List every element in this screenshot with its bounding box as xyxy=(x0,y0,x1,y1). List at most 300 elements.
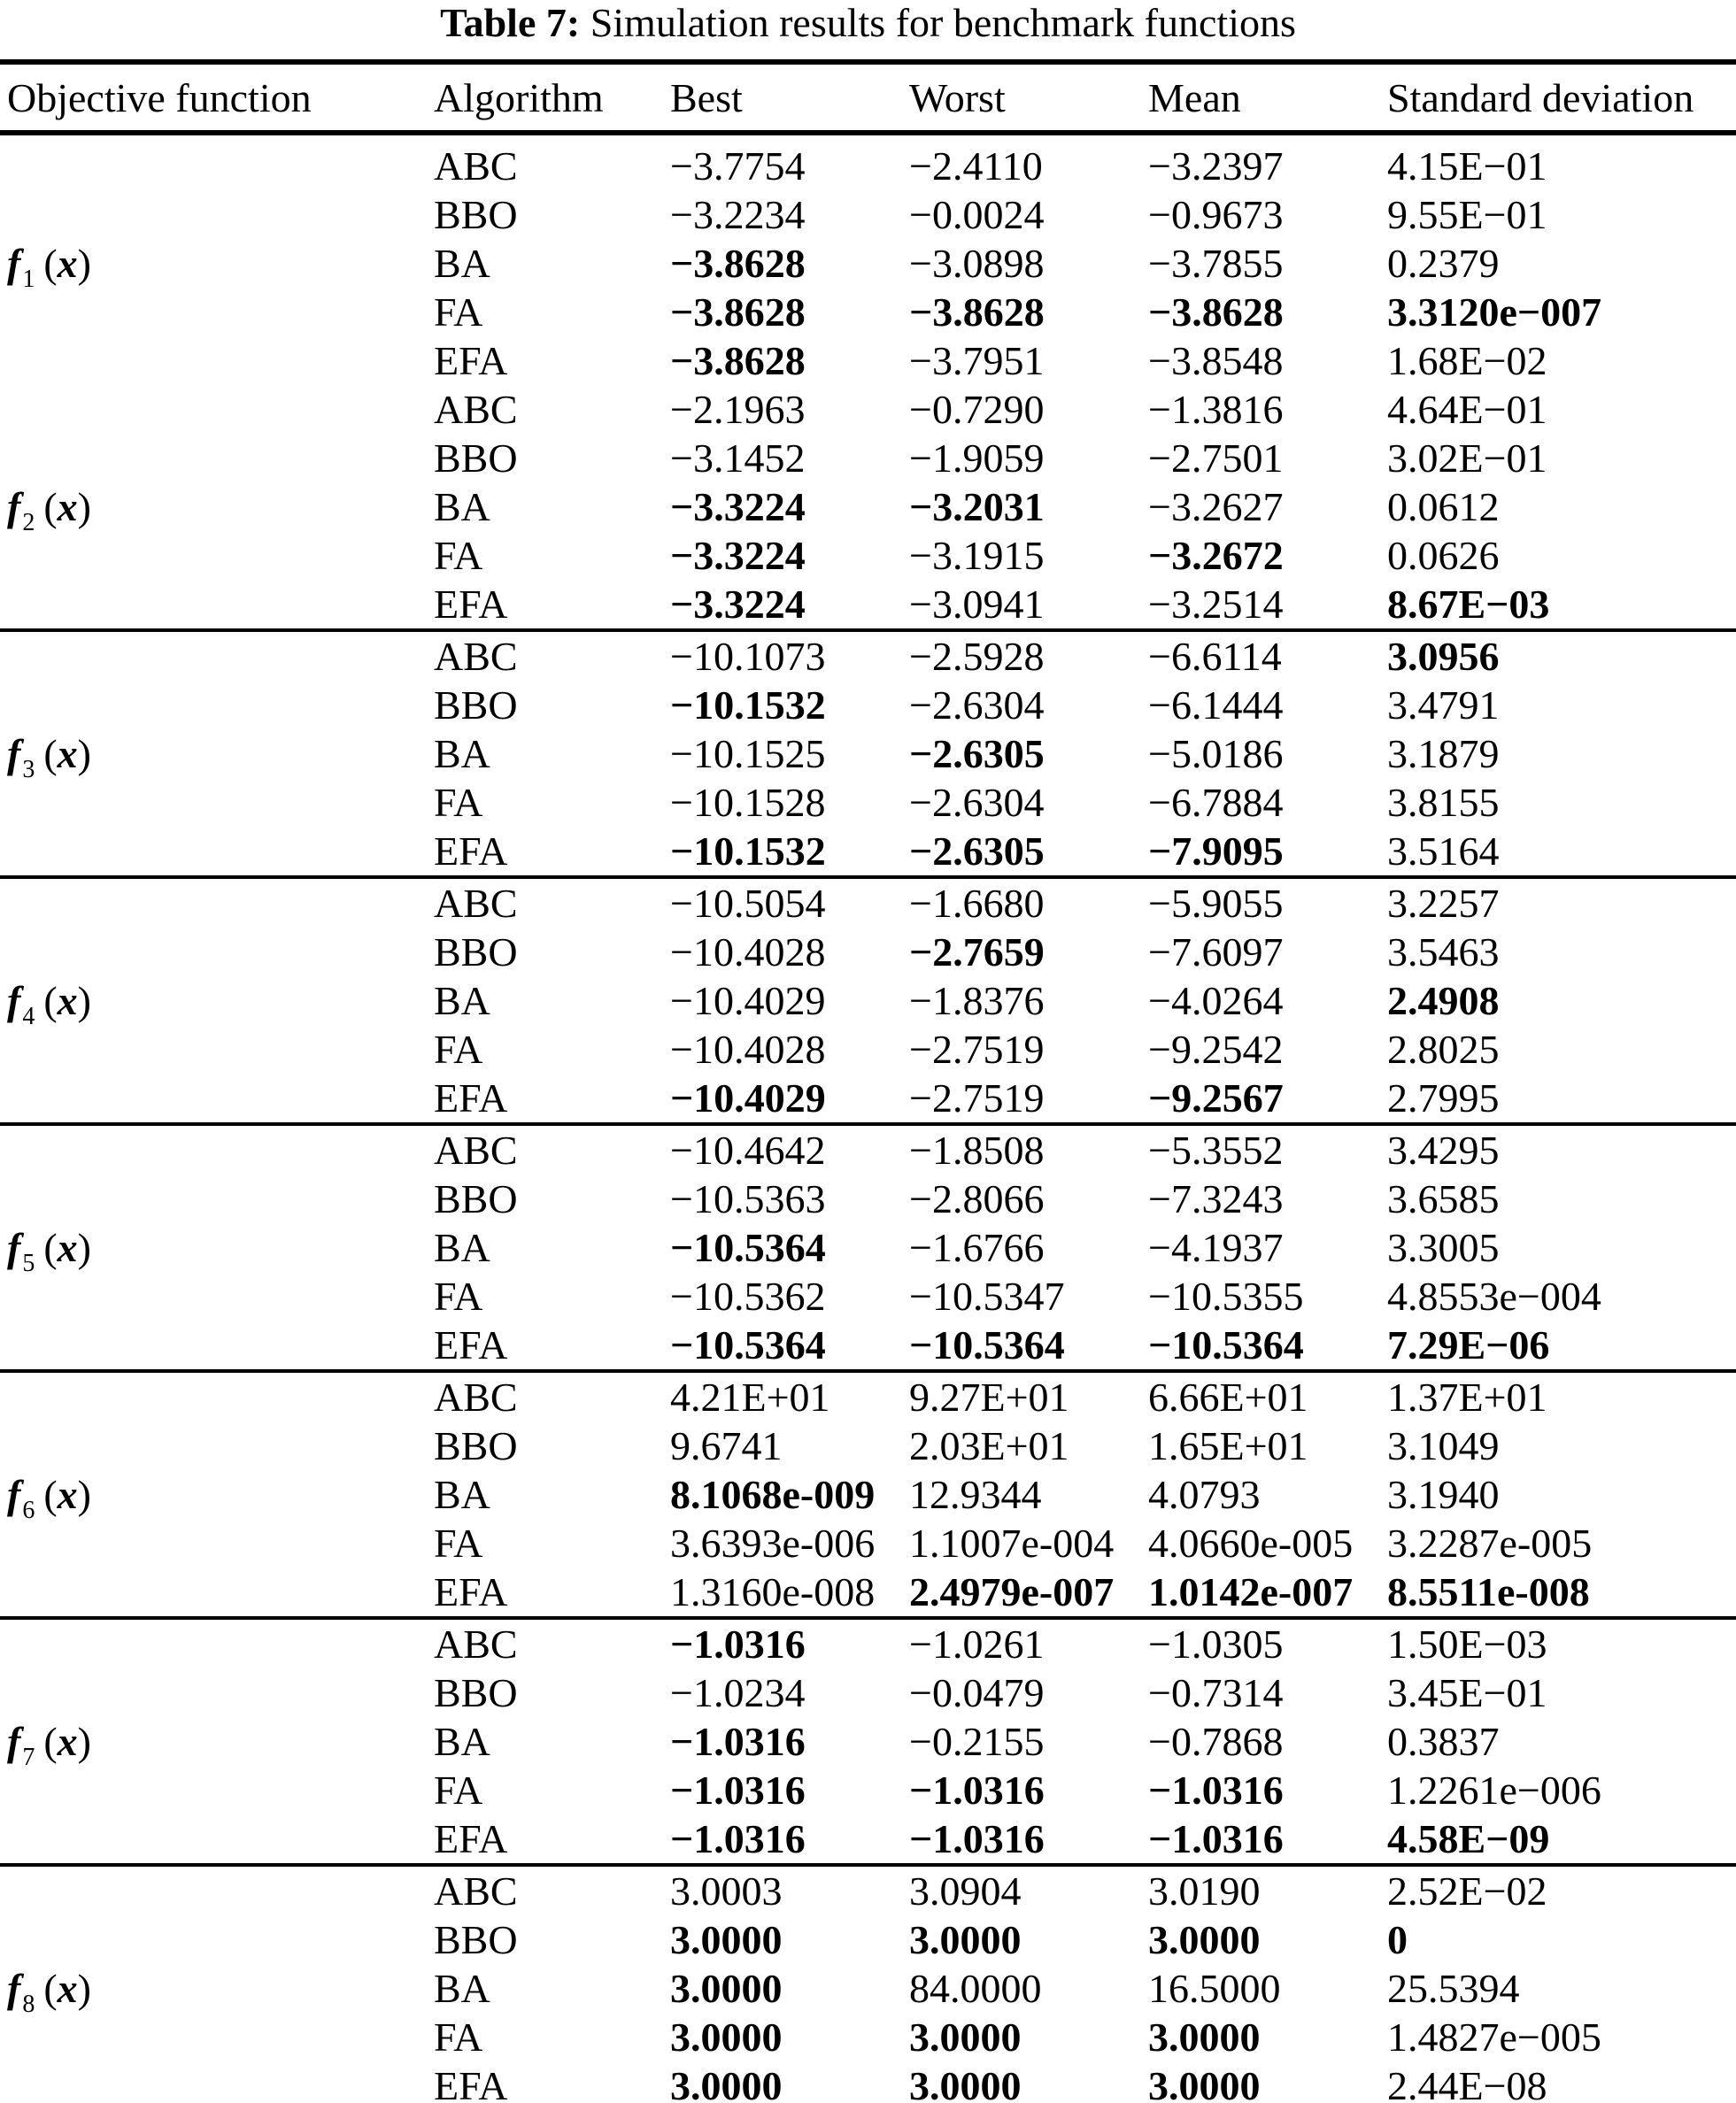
algorithm-cell: BA xyxy=(434,1719,490,1764)
best-value: −3.3224 xyxy=(670,484,806,529)
best-value: 8.1068e-009 xyxy=(670,1472,876,1517)
table-row xyxy=(0,2061,1736,2103)
table-row xyxy=(0,1223,1736,1277)
standard-deviation-value: 9.55E−01 xyxy=(1387,192,1547,237)
table-row xyxy=(0,1867,1736,1915)
worst-value: −10.5347 xyxy=(909,1274,1065,1319)
best-value: 3.0000 xyxy=(670,1966,783,2011)
table-row xyxy=(0,1074,1736,1122)
standard-deviation-value: 2.52E−02 xyxy=(1387,1868,1547,1914)
worst-value: −1.9059 xyxy=(909,435,1045,481)
table-row xyxy=(0,1620,1736,1668)
function-variable: x xyxy=(57,1472,78,1517)
standard-deviation-value: 3.6585 xyxy=(1387,1176,1500,1221)
table-row xyxy=(0,190,1736,239)
table-row xyxy=(0,239,1736,293)
paren-close: ) xyxy=(77,1225,91,1270)
worst-value: −1.8508 xyxy=(909,1128,1045,1173)
table-row xyxy=(0,1766,1736,1814)
mean-value: 3.0190 xyxy=(1148,1868,1261,1914)
algorithm-cell: EFA xyxy=(434,1075,508,1121)
standard-deviation-value: 3.8155 xyxy=(1387,780,1500,825)
worst-value: −2.7519 xyxy=(909,1027,1045,1072)
algorithm-cell: BBO xyxy=(434,1917,518,1962)
worst-value: −2.6304 xyxy=(909,682,1045,728)
standard-deviation-value: 3.0956 xyxy=(1387,634,1500,679)
worst-value: −3.7951 xyxy=(909,338,1045,383)
standard-deviation-value: 0.0612 xyxy=(1387,484,1500,529)
function-variable: x xyxy=(57,1719,78,1764)
standard-deviation-value: 0.3837 xyxy=(1387,1719,1500,1764)
worst-value: −2.6305 xyxy=(909,731,1045,776)
worst-value: −2.7519 xyxy=(909,1075,1045,1121)
worst-value: −0.0024 xyxy=(909,192,1045,237)
mean-value: 4.0660e-005 xyxy=(1148,1521,1354,1566)
worst-value: −1.0316 xyxy=(909,1816,1045,1861)
standard-deviation-value: 1.4827e−005 xyxy=(1387,2014,1601,2060)
header-objective-function: Objective function xyxy=(7,74,312,120)
paren-open: ( xyxy=(43,1719,58,1764)
algorithm-cell: ABC xyxy=(434,1868,518,1914)
standard-deviation-value: 3.02E−01 xyxy=(1387,435,1547,481)
best-value: −1.0316 xyxy=(670,1816,806,1861)
paren-close: ) xyxy=(77,484,91,529)
worst-value: −0.2155 xyxy=(909,1719,1045,1764)
mean-value: −3.8548 xyxy=(1148,338,1284,383)
mean-value: −9.2542 xyxy=(1148,1027,1284,1072)
table-row xyxy=(0,928,1736,976)
table-caption-label: Table 7: xyxy=(440,0,581,45)
standard-deviation-value: 3.5164 xyxy=(1387,828,1500,874)
best-value: −10.4028 xyxy=(670,1027,826,1072)
worst-value: 2.4979e-007 xyxy=(909,1569,1115,1614)
objective-function-label xyxy=(0,977,434,1030)
algorithm-cell: FA xyxy=(434,289,483,335)
mean-value: −0.7314 xyxy=(1148,1670,1284,1715)
function-group-f2 xyxy=(0,385,1736,628)
mean-value: 3.0000 xyxy=(1148,2063,1261,2103)
standard-deviation-value: 3.4295 xyxy=(1387,1128,1500,1173)
header-algorithm: Algorithm xyxy=(434,74,604,120)
function-variable: x xyxy=(57,241,78,286)
worst-value: −2.6305 xyxy=(909,828,1045,874)
best-value: −1.0316 xyxy=(670,1719,806,1764)
table-row xyxy=(0,1470,1736,1524)
worst-value: −2.5928 xyxy=(909,634,1045,679)
paren-close: ) xyxy=(77,1719,91,1764)
mean-value: −3.7855 xyxy=(1148,241,1284,286)
mean-value: 6.66E+01 xyxy=(1148,1375,1308,1420)
table-row xyxy=(0,336,1736,385)
function-subscript: 7 xyxy=(22,1744,35,1771)
algorithm-cell: ABC xyxy=(434,143,518,189)
best-value: −10.1532 xyxy=(670,682,826,728)
function-subscript: 4 xyxy=(22,1003,35,1030)
table-row xyxy=(0,142,1736,190)
mean-value: −5.9055 xyxy=(1148,881,1284,926)
function-variable: x xyxy=(57,1225,78,1270)
algorithm-cell: BA xyxy=(434,978,490,1023)
objective-function-label xyxy=(0,1965,434,2018)
best-value: −10.4029 xyxy=(670,1075,826,1121)
table-row xyxy=(0,976,1736,1030)
mean-value: −3.8628 xyxy=(1148,289,1284,335)
algorithm-cell: BA xyxy=(434,1225,490,1270)
function-symbol: f xyxy=(7,241,21,286)
algorithm-cell: ABC xyxy=(434,1622,518,1667)
standard-deviation-value: 3.1879 xyxy=(1387,731,1500,776)
best-value: −3.8628 xyxy=(670,338,806,383)
table-row xyxy=(0,1814,1736,1863)
standard-deviation-value: 4.58E−09 xyxy=(1387,1816,1550,1861)
best-value: −10.5364 xyxy=(670,1322,826,1367)
worst-value: 12.9344 xyxy=(909,1472,1042,1517)
table-row xyxy=(0,1126,1736,1175)
mean-value: −1.0316 xyxy=(1148,1816,1284,1861)
algorithm-cell: FA xyxy=(434,533,483,578)
algorithm-cell: EFA xyxy=(434,1569,508,1614)
mean-value: −7.3243 xyxy=(1148,1176,1284,1221)
algorithm-cell: FA xyxy=(434,1274,483,1319)
algorithm-cell: BA xyxy=(434,1472,490,1517)
algorithm-cell: BBO xyxy=(434,192,518,237)
table-row xyxy=(0,2013,1736,2061)
worst-value: −3.8628 xyxy=(909,289,1045,335)
best-value: −3.8628 xyxy=(670,241,806,286)
header-mean: Mean xyxy=(1148,74,1241,120)
mean-value: 1.65E+01 xyxy=(1148,1423,1308,1468)
standard-deviation-value: 1.50E−03 xyxy=(1387,1622,1547,1667)
paren-close: ) xyxy=(77,241,91,286)
standard-deviation-value: 3.45E−01 xyxy=(1387,1670,1547,1715)
mean-value: −5.0186 xyxy=(1148,731,1284,776)
worst-value: −0.7290 xyxy=(909,387,1045,432)
algorithm-cell: BA xyxy=(434,1966,490,2011)
mean-value: −1.0316 xyxy=(1148,1768,1284,1813)
table-row xyxy=(0,1668,1736,1717)
standard-deviation-value: 2.44E−08 xyxy=(1387,2063,1547,2103)
table-row xyxy=(0,482,1736,536)
table-row xyxy=(0,1717,1736,1771)
standard-deviation-value: 4.64E−01 xyxy=(1387,387,1547,432)
table-row xyxy=(0,632,1736,681)
table-row xyxy=(0,1272,1736,1321)
function-group-f5 xyxy=(0,1122,1736,1369)
algorithm-cell: BA xyxy=(434,731,490,776)
best-value: 3.0000 xyxy=(670,2063,783,2103)
standard-deviation-value: 3.3120e−007 xyxy=(1387,289,1602,335)
standard-deviation-value: 1.68E−02 xyxy=(1387,338,1547,383)
function-group-f1 xyxy=(0,135,1736,385)
mean-value: 3.0000 xyxy=(1148,2014,1261,2060)
worst-value: −0.0479 xyxy=(909,1670,1045,1715)
worst-value: −3.0898 xyxy=(909,241,1045,286)
objective-function-label xyxy=(0,1471,434,1524)
function-symbol: f xyxy=(7,978,21,1023)
function-group-f4 xyxy=(0,875,1736,1122)
paren-open: ( xyxy=(43,731,58,776)
objective-function-label xyxy=(0,1224,434,1277)
best-value: 3.0000 xyxy=(670,2014,783,2060)
best-value: −1.0316 xyxy=(670,1768,806,1813)
best-value: −3.1452 xyxy=(670,435,806,481)
function-subscript: 3 xyxy=(22,756,35,783)
mean-value: −3.2397 xyxy=(1148,143,1284,189)
mean-value: −4.0264 xyxy=(1148,978,1284,1023)
best-value: −3.3224 xyxy=(670,533,806,578)
worst-value: −3.1915 xyxy=(909,533,1045,578)
algorithm-cell: ABC xyxy=(434,634,518,679)
algorithm-cell: FA xyxy=(434,2014,483,2060)
table-caption-text: Simulation results for benchmark functions xyxy=(590,0,1296,45)
best-value: 3.0003 xyxy=(670,1868,783,1914)
mean-value: −1.3816 xyxy=(1148,387,1284,432)
worst-value: 2.03E+01 xyxy=(909,1423,1069,1468)
header-best: Best xyxy=(670,74,743,120)
best-value: −1.0316 xyxy=(670,1622,806,1667)
objective-function-label xyxy=(0,483,434,536)
function-symbol: f xyxy=(7,1225,21,1270)
function-variable: x xyxy=(57,731,78,776)
paren-open: ( xyxy=(43,1966,58,2011)
mean-value: −6.7884 xyxy=(1148,780,1284,825)
mean-value: −5.3552 xyxy=(1148,1128,1284,1173)
algorithm-cell: FA xyxy=(434,1521,483,1566)
function-variable: x xyxy=(57,1966,78,2011)
best-value: −10.5054 xyxy=(670,881,826,926)
algorithm-cell: ABC xyxy=(434,1375,518,1420)
mean-value: 1.0142e-007 xyxy=(1148,1569,1354,1614)
table-row xyxy=(0,580,1736,628)
best-value: −10.4028 xyxy=(670,929,826,974)
function-subscript: 2 xyxy=(22,509,35,536)
standard-deviation-value: 3.1940 xyxy=(1387,1472,1500,1517)
algorithm-cell: BBO xyxy=(434,682,518,728)
worst-value: 3.0000 xyxy=(909,2063,1022,2103)
worst-value: −1.6680 xyxy=(909,881,1045,926)
best-value: −3.3224 xyxy=(670,582,806,627)
table-row xyxy=(0,1373,1736,1421)
best-value: −3.2234 xyxy=(670,192,806,237)
function-group-f6 xyxy=(0,1369,1736,1616)
algorithm-cell: BA xyxy=(434,241,490,286)
best-value: 1.3160e-008 xyxy=(670,1569,876,1614)
standard-deviation-value: 1.2261e−006 xyxy=(1387,1768,1601,1813)
best-value: −10.1532 xyxy=(670,828,826,874)
table-row xyxy=(0,531,1736,580)
objective-function-label xyxy=(0,730,434,783)
objective-function-label xyxy=(0,240,434,293)
table-row xyxy=(0,681,1736,729)
standard-deviation-value: 25.5394 xyxy=(1387,1966,1520,2011)
standard-deviation-value: 2.8025 xyxy=(1387,1027,1500,1072)
table-row xyxy=(0,385,1736,434)
standard-deviation-value: 3.2257 xyxy=(1387,881,1500,926)
algorithm-cell: FA xyxy=(434,1768,483,1813)
algorithm-cell: BBO xyxy=(434,929,518,974)
standard-deviation-value: 8.67E−03 xyxy=(1387,582,1550,627)
paren-close: ) xyxy=(77,1472,91,1517)
standard-deviation-value: 7.29E−06 xyxy=(1387,1322,1550,1367)
best-value: −10.1525 xyxy=(670,731,826,776)
worst-value: −2.8066 xyxy=(909,1176,1045,1221)
objective-function-label xyxy=(0,1718,434,1771)
worst-value: −10.5364 xyxy=(909,1322,1065,1367)
standard-deviation-value: 3.4791 xyxy=(1387,682,1500,728)
mean-value: −0.7868 xyxy=(1148,1719,1284,1764)
worst-value: −1.8376 xyxy=(909,978,1045,1023)
mean-value: 3.0000 xyxy=(1148,1917,1261,1962)
mean-value: −2.7501 xyxy=(1148,435,1284,481)
function-symbol: f xyxy=(7,1472,21,1517)
function-group-f8 xyxy=(0,1863,1736,2103)
best-value: 4.21E+01 xyxy=(670,1375,830,1420)
mean-value: −3.2514 xyxy=(1148,582,1284,627)
algorithm-cell: BBO xyxy=(434,435,518,481)
algorithm-cell: EFA xyxy=(434,1816,508,1861)
results-table xyxy=(0,59,1736,2103)
mean-value: −4.1937 xyxy=(1148,1225,1284,1270)
function-subscript: 6 xyxy=(22,1497,35,1524)
standard-deviation-value: 8.5511e-008 xyxy=(1387,1569,1590,1614)
standard-deviation-value: 0.2379 xyxy=(1387,241,1500,286)
best-value: 3.0000 xyxy=(670,1917,783,1962)
mean-value: −7.9095 xyxy=(1148,828,1284,874)
worst-value: 1.1007e-004 xyxy=(909,1521,1115,1566)
algorithm-cell: ABC xyxy=(434,1128,518,1173)
standard-deviation-value: 3.1049 xyxy=(1387,1423,1500,1468)
algorithm-cell: BBO xyxy=(434,1423,518,1468)
algorithm-cell: ABC xyxy=(434,881,518,926)
function-group-f3 xyxy=(0,628,1736,875)
table-row xyxy=(0,879,1736,928)
best-value: −10.1073 xyxy=(670,634,826,679)
table-header-row xyxy=(0,65,1736,135)
function-subscript: 1 xyxy=(22,266,35,293)
algorithm-cell: EFA xyxy=(434,582,508,627)
best-value: 3.6393e-006 xyxy=(670,1521,876,1566)
standard-deviation-value: 4.8553e−004 xyxy=(1387,1274,1601,1319)
best-value: 9.6741 xyxy=(670,1423,783,1468)
standard-deviation-value: 2.7995 xyxy=(1387,1075,1500,1121)
best-value: −10.5362 xyxy=(670,1274,826,1319)
best-value: −3.7754 xyxy=(670,143,806,189)
table-row xyxy=(0,1421,1736,1470)
table-row xyxy=(0,1568,1736,1616)
best-value: −10.4642 xyxy=(670,1128,826,1173)
paren-open: ( xyxy=(43,484,58,529)
paren-open: ( xyxy=(43,978,58,1023)
table-row xyxy=(0,827,1736,875)
standard-deviation-value: 3.3005 xyxy=(1387,1225,1500,1270)
worst-value: 3.0000 xyxy=(909,2014,1022,2060)
mean-value: −0.9673 xyxy=(1148,192,1284,237)
table-row xyxy=(0,1964,1736,2018)
mean-value: −6.6114 xyxy=(1148,634,1282,679)
worst-value: 9.27E+01 xyxy=(909,1375,1069,1420)
mean-value: −10.5355 xyxy=(1148,1274,1304,1319)
function-subscript: 8 xyxy=(22,1991,35,2018)
table-row xyxy=(0,1519,1736,1568)
standard-deviation-value: 1.37E+01 xyxy=(1387,1375,1547,1420)
worst-value: −2.7659 xyxy=(909,929,1045,974)
table-row xyxy=(0,1025,1736,1074)
best-value: −2.1963 xyxy=(670,387,806,432)
function-group-f7 xyxy=(0,1616,1736,1863)
worst-value: −1.0316 xyxy=(909,1768,1045,1813)
worst-value: −1.6766 xyxy=(909,1225,1045,1270)
paren-open: ( xyxy=(43,1225,58,1270)
mean-value: −1.0305 xyxy=(1148,1622,1284,1667)
algorithm-cell: EFA xyxy=(434,338,508,383)
algorithm-cell: BBO xyxy=(434,1670,518,1715)
worst-value: 3.0000 xyxy=(909,1917,1022,1962)
function-symbol: f xyxy=(7,1719,21,1764)
mean-value: −6.1444 xyxy=(1148,682,1284,728)
paren-open: ( xyxy=(43,1472,58,1517)
algorithm-cell: EFA xyxy=(434,828,508,874)
algorithm-cell: FA xyxy=(434,1027,483,1072)
mean-value: −9.2567 xyxy=(1148,1075,1284,1121)
mean-value: −3.2672 xyxy=(1148,533,1284,578)
best-value: −10.1528 xyxy=(670,780,826,825)
worst-value: −1.0261 xyxy=(909,1622,1045,1667)
function-symbol: f xyxy=(7,731,21,776)
worst-value: −2.4110 xyxy=(909,143,1043,189)
standard-deviation-value: 3.2287e-005 xyxy=(1387,1521,1593,1566)
function-subscript: 5 xyxy=(22,1250,35,1277)
best-value: −10.4029 xyxy=(670,978,826,1023)
mean-value: −3.2627 xyxy=(1148,484,1284,529)
paren-open: ( xyxy=(43,241,58,286)
standard-deviation-value: 4.15E−01 xyxy=(1387,143,1547,189)
function-symbol: f xyxy=(7,484,21,529)
mean-value: −10.5364 xyxy=(1148,1322,1304,1367)
worst-value: 84.0000 xyxy=(909,1966,1042,2011)
table-body xyxy=(0,135,1736,2103)
standard-deviation-value: 3.5463 xyxy=(1387,929,1500,974)
worst-value: −3.0941 xyxy=(909,582,1045,627)
table-row xyxy=(0,288,1736,336)
header-standard-deviation: Standard deviation xyxy=(1387,74,1694,120)
function-symbol: f xyxy=(7,1966,21,2011)
worst-value: −3.2031 xyxy=(909,484,1045,529)
header-worst: Worst xyxy=(909,74,1006,120)
table-row xyxy=(0,1915,1736,1964)
paren-close: ) xyxy=(77,1966,91,2011)
algorithm-cell: EFA xyxy=(434,2063,508,2103)
algorithm-cell: FA xyxy=(434,780,483,825)
function-variable: x xyxy=(57,978,78,1023)
best-value: −10.5364 xyxy=(670,1225,826,1270)
paren-close: ) xyxy=(77,978,91,1023)
mean-value: 16.5000 xyxy=(1148,1966,1281,2011)
table-row xyxy=(0,434,1736,482)
mean-value: 4.0793 xyxy=(1148,1472,1261,1517)
best-value: −10.5363 xyxy=(670,1176,826,1221)
table-row xyxy=(0,1175,1736,1223)
function-variable: x xyxy=(57,484,78,529)
algorithm-cell: EFA xyxy=(434,1322,508,1367)
standard-deviation-value: 2.4908 xyxy=(1387,978,1500,1023)
best-value: −1.0234 xyxy=(670,1670,806,1715)
table-row xyxy=(0,729,1736,783)
standard-deviation-value: 0.0626 xyxy=(1387,533,1500,578)
worst-value: −2.6304 xyxy=(909,780,1045,825)
table-row xyxy=(0,1321,1736,1369)
table-caption xyxy=(0,0,1736,46)
standard-deviation-value: 0 xyxy=(1387,1917,1408,1962)
